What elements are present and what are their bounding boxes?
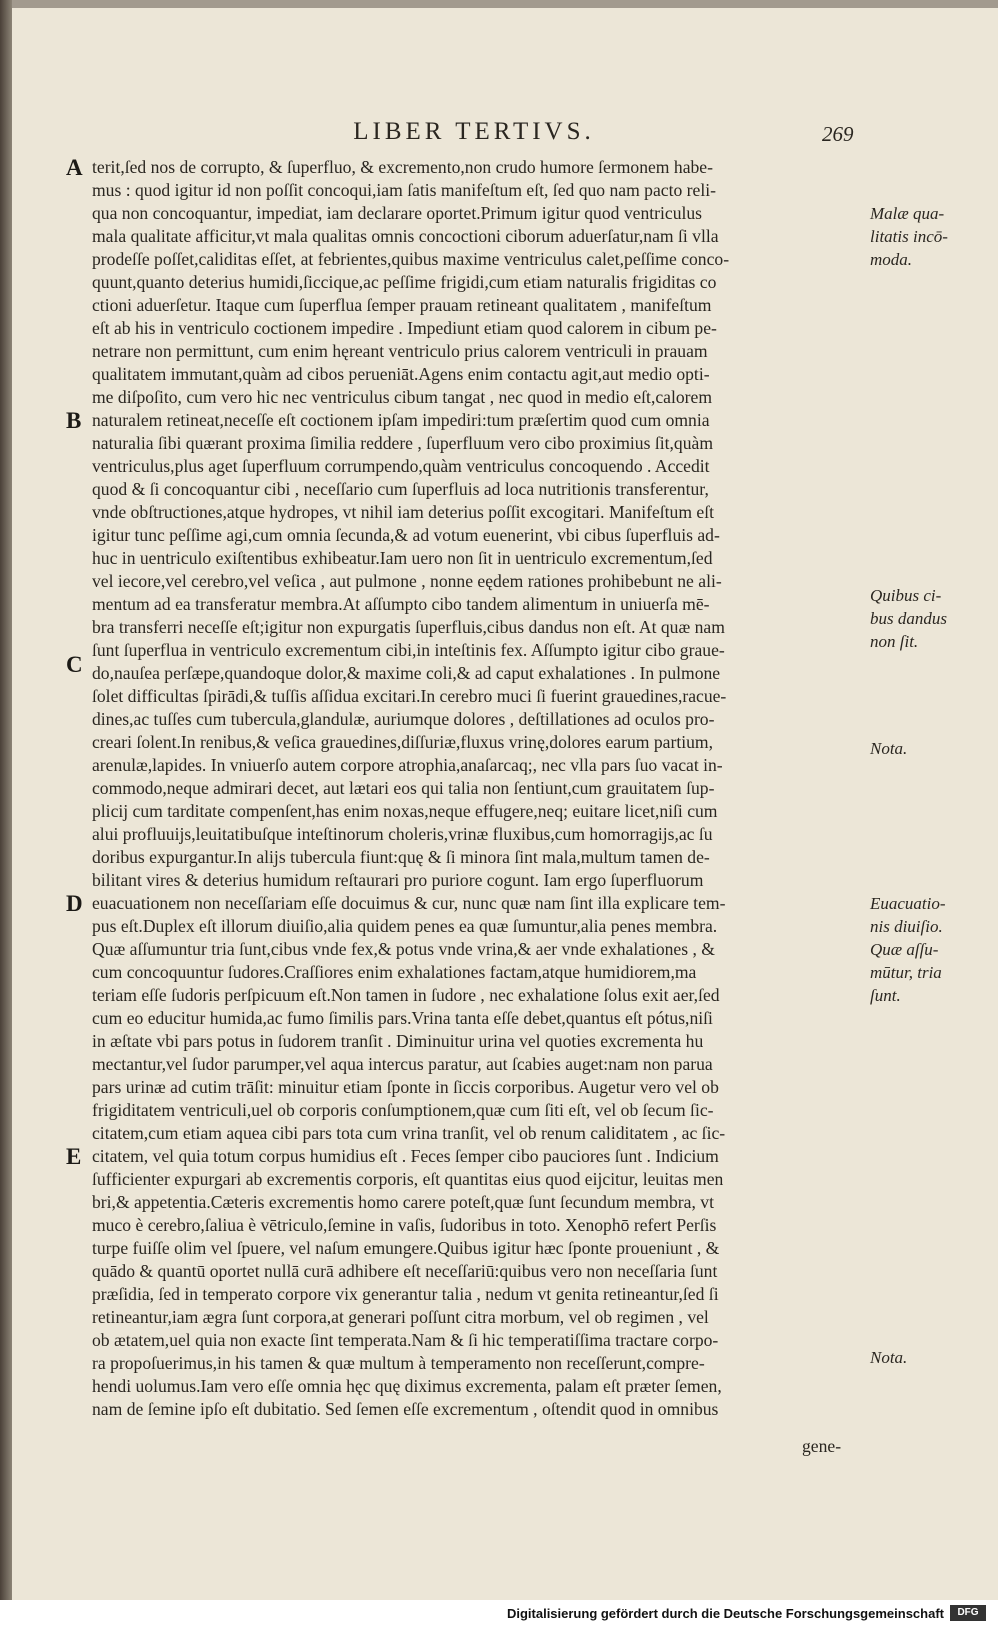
dfg-logo: DFG [950, 1605, 986, 1621]
text-line: frigiditatem ventriculi,uel ob corporis conſumptionem,quæ cum ſiti eſt, vel ob ſecum ſic- [92, 1100, 714, 1120]
text-line: retineantur,iam ægra ſunt corpora,at generari poſſunt citra morbum, vel ob regimen , vel [92, 1307, 709, 1327]
text-line: prodeſſe poſſet,caliditas eſſet, at febrientes,quibus maxime ventriculus calet,peſſime conco- [92, 249, 730, 269]
text-line: quunt,quanto deterius humidi,ſiccique,ac peſſime frigidi,cum etiam naturalis frigiditas co [92, 272, 717, 292]
text-line: teriam eſſe ſudoris perſpicuum eſt.Non tamen in ſudore , nec exhalatione ſolus exit aer,ſed [92, 985, 720, 1005]
footer-bar [0, 1600, 1000, 1628]
text-line: vnde obſtructiones,atque hydropes, vt nihil iam deterius poſſit excogitari. Manifeſtum eſt [92, 502, 714, 522]
text-line: do,nauſea perſæpe,quandoque dolor,& maxime coli,& ad caput exhalationes . In pulmone [92, 663, 721, 683]
margin-note-line: mūtur, tria [870, 963, 942, 982]
margin-note-line: bus dandus [870, 609, 947, 628]
text-line: eſt ab his in ventriculo coctionem impedire . Impediunt etiam quod calorem in cibum pe- [92, 318, 717, 338]
text-line: arenulæ,lapides. In vniuerſo autem corpore atrophia,anaſarcaq;, nec vlla pars ſuo vacat in- [92, 755, 723, 775]
text-line: mala qualitate afficitur,vt mala qualitas omnis concoctioni ciborum aduerſatur,nam ſi vlla [92, 226, 719, 246]
margin-note-line: Euacuatio- [870, 894, 946, 913]
text-line: bilitant vires & deterius humidum reſtaurari pro puriore cogunt. Iam ergo ſuperfluorum [92, 870, 704, 890]
text-line: huc in uentriculo exiſtentibus exhibeatur.Iam uero non ſit in uentriculo excrementum,ſed [92, 548, 713, 568]
text-line: præſidia, ſed in temperato corpore vix generantur talia , nedum vt genita retineantur,ſed ſi [92, 1284, 719, 1304]
text-line: bra transferri neceſſe eſt;igitur non expurgatis ſuperfluis,cibus dandus non eſt. At quæ nam [92, 617, 725, 637]
text-line: naturalem retineat,neceſſe eſt coctionem ipſam impediri:tum præſertim quod cum omnia [92, 410, 710, 430]
text-line: qua non concoquantur, impediat, iam declarare oportet.Primum igitur quod ventriculus [92, 203, 703, 223]
margin-note-line: Malæ qua- [870, 204, 945, 223]
margin-note-line: Quæ aſſu- [870, 940, 939, 959]
text-line: mus : quod igitur id non poſſit concoqui,iam ſatis manifeſtum eſt, ſed quo nam pacto reli- [92, 180, 716, 200]
text-line: cum eo educitur humida,ac fumo ſimilis pars.Vrina tanta eſſe debet,quantus eſt pótus,niſi [92, 1008, 713, 1028]
text-line: vel iecore,vel cerebro,vel veſica , aut pulmone , nonne eędem rationes prohibebunt ne ali- [92, 571, 722, 591]
text-line: cum concoquuntur ſudores.Craſſiores enim exhalationes factam,atque humidiorem,ma [92, 962, 697, 982]
text-line: plicij cum tarditate compenſent,has enim noxas,neque effugere,neq; euitare licet,niſi cum [92, 801, 718, 821]
margin-note [870, 1346, 990, 1369]
text-line: Quæ aſſumuntur tria ſunt,cibus vnde fex,& potus vnde vrina,& aer vnde exhalationes , & [92, 939, 715, 959]
margin-note-line: nis diuiſio. [870, 917, 943, 936]
section-marker-c: C [66, 652, 83, 677]
text-line: bri,& appetentia.Cæteris excrementis homo carere poteſt,quæ ſunt ſecundum membra, vt [92, 1192, 714, 1212]
margin-note [870, 892, 990, 1007]
text-line: commodo,neque admirari decet, aut lætari eos qui talia non ſentiunt,cum grauitatem ſup- [92, 778, 715, 798]
text-line: pus eſt.Duplex eſt illorum diuiſio,alia quidem penes ea quæ ſumuntur,alia penes membra. [92, 916, 718, 936]
section-marker-a: A [66, 155, 83, 180]
margin-note-line: Nota. [870, 739, 908, 758]
catchword: gene- [802, 1436, 842, 1456]
text-line: mentum ad ea transferatur membra.At aſſumpto cibo tandem alimentum in uniuerſa mē- [92, 594, 710, 614]
text-line: ctioni aduerſetur. Itaque cum ſuperflua ſemper prauam retineant qualitatem , manifeſtum [92, 295, 712, 315]
margin-note-line: non ſit. [870, 632, 919, 651]
margin-note-line: Quibus ci- [870, 586, 942, 605]
text-line: igitur tunc peſſime agi,cum omnia ſecunda,& ad votum euenerint, vbi cibus ſuperfluis ad- [92, 525, 720, 545]
margin-note-line: litatis incō- [870, 227, 948, 246]
running-title: LIBER TERTIVS. [353, 118, 595, 145]
text-line: muco è cerebro,ſaliua è vētriculo,ſemine in vaſis, ſudoribus in toto. Xenophō refert Perſis [92, 1215, 717, 1235]
text-line: dines,ac tuſſes cum tubercula,glandulæ, auriumque dolores , deſtillationes ad oculos pro- [92, 709, 715, 729]
margin-note [870, 202, 990, 271]
text-line: quādo & quantū oportet nullā curā adhibere eſt neceſſariū:quibus vero non neceſſaria ſunt [92, 1261, 718, 1281]
text-line: netrare non permittunt, cum enim hęreant ventriculo prius calorem ventriculi in prauam [92, 341, 708, 361]
text-line: in æſtate vbi pars potus in ſudorem tranſit . Diminuitur urina vel quoties excrementa hu [92, 1031, 704, 1051]
text-line: nam de ſemine ipſo eſt dubitatio. Sed ſemen eſſe excrementum , oſtendit quod in omnibus [92, 1399, 719, 1419]
text-line: euacuationem non neceſſariam eſſe docuimus & cur, nunc quæ nam ſint illa explicare tem- [92, 893, 726, 913]
page-number: 269 [822, 122, 854, 146]
margin-note-line: ſunt. [870, 986, 901, 1005]
text-line: quod & ſi concoquantur cibi , neceſſario cum ſuperfluis ad loca nutritionis transferentur, [92, 479, 709, 499]
text-line: creari ſolent.In renibus,& veſica grauedines,diſſuriæ,fluxus vrinę,dolores earum partium, [92, 732, 713, 752]
section-marker-e: E [66, 1144, 82, 1169]
text-line [92, 1421, 864, 1444]
book-page [12, 8, 998, 1600]
margin-note [870, 737, 990, 760]
text-line: terit,ſed nos de corrupto, & ſuperfluo, & excremento,non crudo humore ſermonem habe- [92, 157, 713, 177]
text-line: ventriculus,plus aget ſuperfluum corrumpendo,quàm ventriculus concoquendo . Accedit [92, 456, 710, 476]
text-line: doribus expurgantur.In alijs tubercula fiunt:quę & ſi minora ſint mala,multum tamen de- [92, 847, 710, 867]
text-line: ſufficienter expurgari ab excrementis corporis, eſt quantitas eius quod eijcitur, leuitas men [92, 1169, 724, 1189]
text-line: naturalia ſibi quærant proxima ſimilia reddere , ſuperfluum vero cibo proximius ſit,quàm [92, 433, 714, 453]
section-marker-b: B [66, 408, 82, 433]
text-line: ra propoſuerimus,in his tamen & quæ multum à temperamento non receſſerunt,compre- [92, 1353, 705, 1373]
body-text [12, 156, 998, 1456]
text-line: ob ætatem,uel quia non exacte ſint temperata.Nam & ſi hic temperatiſſima tractare corpo- [92, 1330, 719, 1350]
text-line: turpe fuiſſe olim vel ſpuere, vel naſum emungere.Quibus igitur hæc ſponte proueniunt , & [92, 1238, 720, 1258]
text-line: citatem, vel quia totum corpus humidius eſt . Feces ſemper cibo pauciores ſunt . Indicium [92, 1146, 719, 1166]
digitization-credit: Digitalisierung gefördert durch die Deutsche Forschungsgemeinschaft [506, 1606, 944, 1621]
text-line: ſolet difficultas ſpirādi,& tuſſis aſſidua excitari.In cerebro muci ſi fuerint grauedines,racue- [92, 686, 727, 706]
section-marker-d: D [66, 891, 83, 916]
text-line: ſunt ſuperflua in ventriculo excrementum cibi,in inteſtinis fex. Aſſumpto igitur cibo graue- [92, 640, 725, 660]
text-line: alui profluuijs,leuitatibuſque inteſtinorum choleris,vrinæ fluxibus,cum homorragijs,ac ſu [92, 824, 713, 844]
text-line: me diſpoſito, cum vero hic nec ventriculus cibum tangat , nec quod in medio eſt,calorem [92, 387, 712, 407]
page-header [12, 118, 998, 158]
text-line: citatem,cum etiam aquea cibi pars tota cum vrina tranſit, vel ob renum caliditatem , ac ſic- [92, 1123, 726, 1143]
text-line: hendi uolumus.Iam vero eſſe omnia hęc quę diximus excrementa, palam eſt præter ſemen, [92, 1376, 722, 1396]
text-line: mectantur,vel ſudor parumper,vel aqua intercus paratur, aut ſcabies auget:nam non parua [92, 1054, 713, 1074]
margin-note [870, 584, 990, 653]
text-line: qualitatem immutant,quàm ad cibos perueniāt.Agens enim contactu agit,aut medio opti- [92, 364, 710, 384]
text-line: pars urinæ ad cutim trāſit: minuitur etiam ſponte in ſiccis corporibus. Augetur vero vel ob [92, 1077, 719, 1097]
book-spine-shadow [0, 0, 12, 1600]
margin-note-line: moda. [870, 250, 913, 269]
margin-note-line: Nota. [870, 1348, 908, 1367]
